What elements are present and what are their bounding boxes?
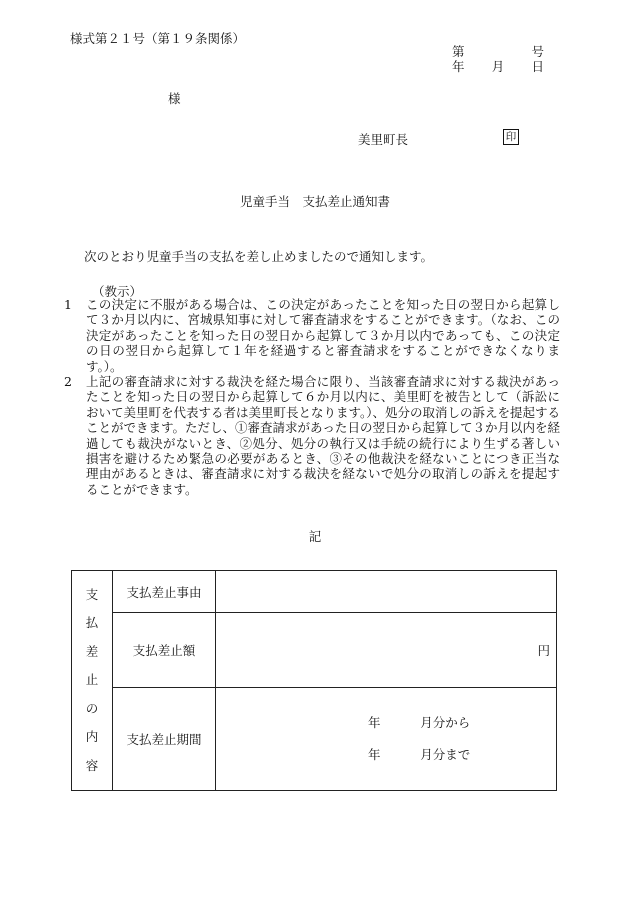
date-month: 月 <box>491 59 505 74</box>
issuer-name: 美里町長 <box>358 132 409 147</box>
side-label-char: 払 <box>85 615 99 631</box>
ki-marker: 記 <box>308 529 322 544</box>
document-number <box>452 44 544 59</box>
reason-value[interactable] <box>216 571 557 613</box>
notice-item-text: この決定に不服がある場合は、この決定があったことを知った日の翌日から起算して３か月以内に、宮城県知事に対して審査請求をすることができます。（なお、この決定があったことを知った日の翌日から起算して３か月以内であっても、この決定の日の翌日から起算して１年を経過すると審査請求をすることができなくなります。）。 <box>86 297 560 374</box>
addressee-honorific: 様 <box>168 91 181 106</box>
seal-mark: 印 <box>503 129 519 145</box>
side-label-char: 支 <box>85 586 99 602</box>
amount-unit: 円 <box>537 643 550 658</box>
period-value[interactable] <box>216 688 557 791</box>
doc-number-prefix: 第 <box>452 44 465 59</box>
side-label-char: 止 <box>85 672 99 688</box>
reason-row <box>72 571 557 613</box>
side-label-char: 内 <box>85 729 99 745</box>
side-label-char: 容 <box>85 757 99 773</box>
notice-item-2 <box>64 374 564 497</box>
side-label-char: 差 <box>85 643 99 659</box>
period-label: 支払差止期間 <box>113 688 216 791</box>
period-from-year: 年 <box>368 715 381 730</box>
notice-item-1 <box>64 297 564 374</box>
amount-row <box>72 613 557 688</box>
amount-value[interactable] <box>216 613 557 688</box>
document-title: 児童手当 支払差止通知書 <box>239 194 390 209</box>
lead-statement: 次のとおり児童手当の支払を差し止めましたので通知します。 <box>84 249 434 264</box>
notice-item-number: 2 <box>64 374 72 390</box>
date-day: 日 <box>531 59 544 74</box>
reason-label: 支払差止事由 <box>113 571 216 613</box>
notice-item-text: 上記の審査請求に対する裁決を経た場合に限り、当該審査請求に対する裁決があったことを知った日の翌日から起算して６か月以内に、美里町を被告として（訴訟において美里町を代表する者は美里町長となります。）、処分の取消しの訴えを提起することができます。ただし、①審査請求があった日の翌日から起算して３か月以内を経過しても裁決がないとき、②処分、処分の執行又は手続の続行により生ずる著しい損害を避けるため緊急の必要があるとき、③その他裁決を経ないことにつき正当な理由があるときは、審査請求に対する裁決を経ないで処分の取消しの訴えを提起することができます。 <box>86 374 561 497</box>
period-to <box>216 739 556 771</box>
side-label-char: の <box>85 700 99 716</box>
details-table <box>71 570 557 791</box>
period-to-month: 月分まで <box>420 747 471 762</box>
notice-list <box>64 297 564 497</box>
notice-item-number: 1 <box>64 297 72 312</box>
period-to-year: 年 <box>368 747 381 762</box>
period-from <box>216 707 556 739</box>
document-number-date <box>452 44 544 74</box>
notice-heading: （教示） <box>92 284 143 299</box>
period-row <box>72 688 557 791</box>
form-number: 様式第２１号（第１９条関係） <box>70 31 246 46</box>
amount-label: 支払差止額 <box>113 613 216 688</box>
issue-date <box>452 59 544 74</box>
doc-number-suffix: 号 <box>531 44 544 59</box>
side-label <box>72 571 113 791</box>
period-from-month: 月分から <box>420 715 471 730</box>
date-year: 年 <box>452 59 465 74</box>
